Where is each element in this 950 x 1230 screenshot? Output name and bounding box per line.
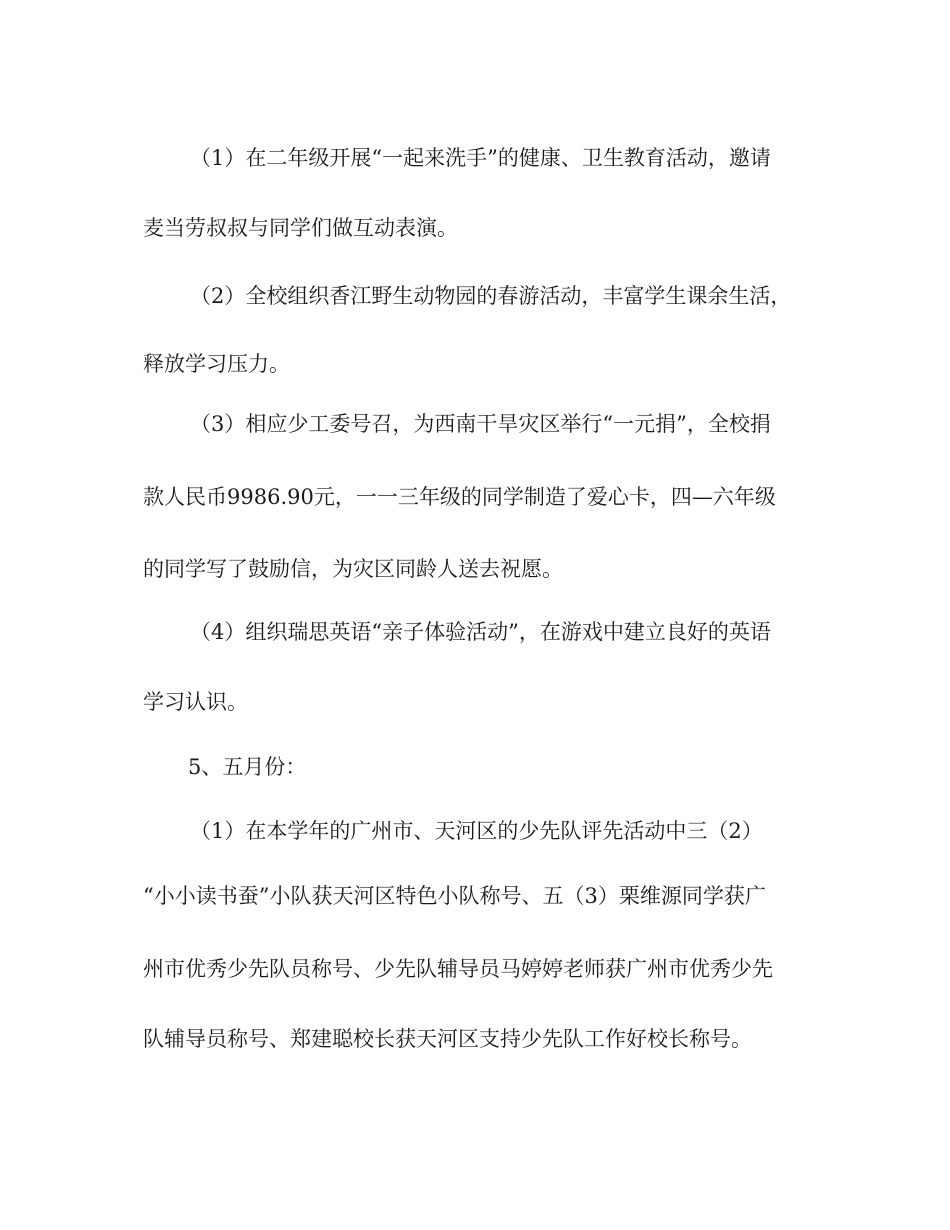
paragraph-line: （3）相应少工委号召，为西南干旱灾区举行“一元捐”，全校捐 — [190, 412, 771, 436]
paragraph-line: （4）组织瑞思英语“亲子体验活动”，在游戏中建立良好的英语 — [190, 620, 771, 644]
paragraph-line: （2）全校组织香江野生动物园的春游活动，丰富学生课余生活， — [190, 284, 792, 308]
paragraph-line: （1）在本学年的广州市、天河区的少先队评先活动中三（2） — [190, 819, 763, 843]
paragraph-line: “小小读书蚕”小队获天河区特色小队称号、五（3）栗维源同学获广 — [143, 884, 766, 908]
paragraph-line: （1）在二年级开展“一起来洗手”的健康、卫生教育活动，邀请 — [190, 146, 771, 170]
paragraph-line: 款人民币9986.90元，一一三年级的同学制造了爱心卡，四—六年级 — [143, 485, 776, 509]
paragraph-line: 释放学习压力。 — [143, 352, 290, 376]
paragraph-line: 学习认识。 — [143, 690, 248, 714]
paragraph-line: 州市优秀少先队员称号、少先队辅导员马婷婷老师获广州市优秀少先 — [143, 957, 773, 981]
paragraph-line: 麦当劳叔叔与同学们做互动表演。 — [143, 216, 458, 240]
paragraph-line: 的同学写了鼓励信，为灾区同龄人送去祝愿。 — [143, 557, 563, 581]
section-heading: 5、五月份： — [188, 755, 307, 779]
paragraph-line: 队辅导员称号、郑建聪校长获天河区支持少先队工作好校长称号。 — [143, 1027, 752, 1051]
